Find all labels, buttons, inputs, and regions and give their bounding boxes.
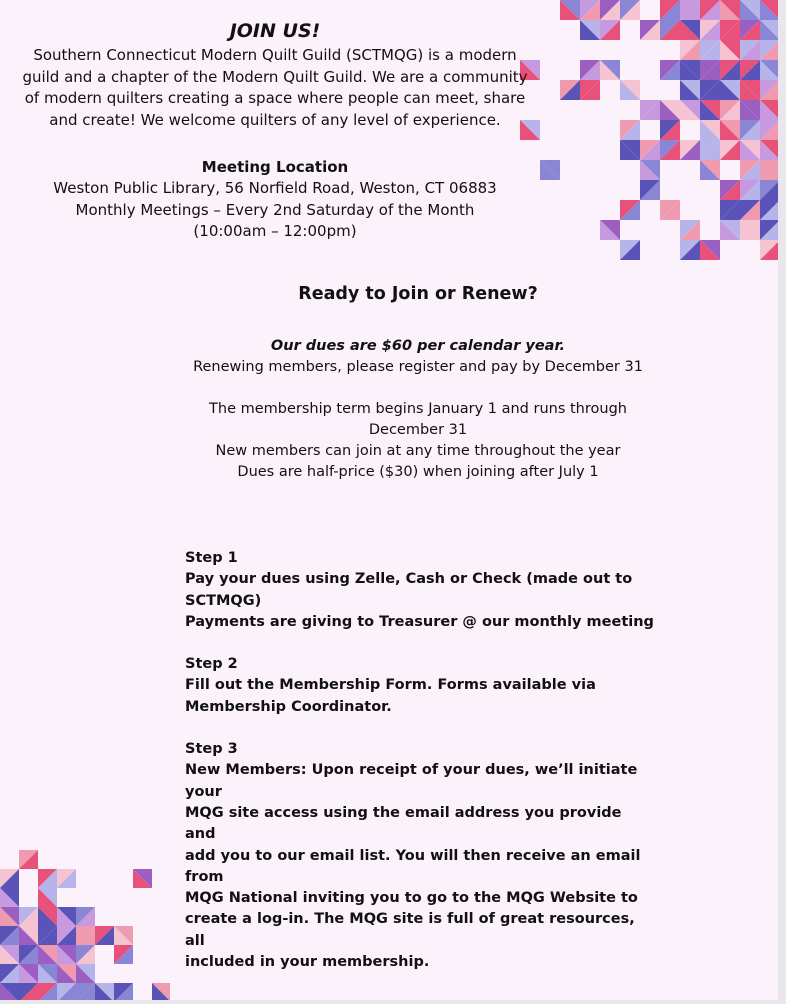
dues-amount: Our dues are $60 per calendar year. [270,338,566,354]
step-text: SCTMQG) [185,592,262,609]
term-line: December 31 [368,422,468,438]
half-price-note: Dues are half-price ($30) when joining after July 1 [237,464,599,480]
meeting-schedule: Monthly Meetings – Every 2nd Saturday of the Month [75,200,475,219]
ready-title: Ready to Join or Renew? [298,284,538,304]
meeting-section [10,157,540,243]
intro-line: Southern Connecticut Modern Quilt Guild (SCTMQG) is a modern [33,46,517,64]
step-text: MQG site access using the email address you provide and [185,804,622,843]
steps-section [185,548,655,994]
meeting-title: Meeting Location [201,158,349,176]
step-2 [185,654,655,718]
intro-line: of modern quilters creating a space where people can meet, share [24,89,526,107]
step-label: Step 1 [185,550,238,566]
step-label: Step 3 [185,741,238,758]
step-1 [185,548,655,633]
join-section [10,20,540,131]
step-text: included in your membership. [185,954,430,971]
step-text: Pay your dues using Zelle, Cash or Check (made out to [185,571,633,588]
meeting-time: (10:00am – 12:00pm) [193,222,357,240]
quilt-pattern-top [520,0,778,260]
step-text: MQG National inviting you to go to the MQG Website to [185,890,638,907]
step-label: Step 2 [185,656,238,673]
step-text: Fill out the Membership Form. Forms available via [185,677,596,694]
step-text: add you to our email list. You will then receive an email from [185,847,641,885]
intro-line: guild and a chapter of the Modern Quilt Guild. We are a community [22,67,528,86]
new-members-note: New members can join at any time throughout the year [215,443,621,459]
step-3 [185,739,655,973]
quilt-pattern-bottom [0,850,170,1000]
step-text: Membership Coordinator. [185,698,392,715]
term-line: The membership term begins January 1 and runs through [209,401,627,417]
dues-section [118,336,718,483]
step-text: create a log-in. The MQG site is full of great resources, all [185,911,635,949]
join-title: JOIN US! [229,20,321,42]
renew-note: Renewing members, please register and pay by December 31 [193,359,643,375]
step-text: Payments are giving to Treasurer @ our monthly meeting [185,613,654,630]
intro-line: and create! We welcome quilters of any level of experience. [49,110,501,129]
meeting-address: Weston Public Library, 56 Norfield Road, Weston, CT 06883 [53,179,497,197]
step-text: New Members: Upon receipt of your dues, we’ll initiate your [185,762,638,800]
